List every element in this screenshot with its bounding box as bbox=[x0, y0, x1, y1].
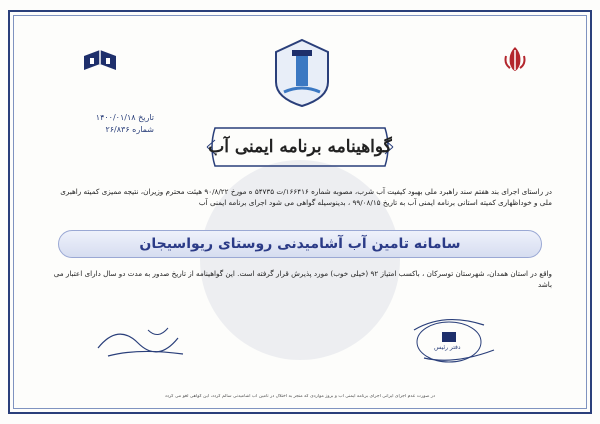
water-tower-emblem bbox=[272, 38, 332, 108]
date-value: ۱۴۰۰/۰۱/۱۸ bbox=[95, 113, 136, 122]
number-row bbox=[74, 124, 154, 136]
emblem-icon bbox=[500, 44, 530, 74]
date-label: تاریخ bbox=[138, 113, 154, 122]
banner-text: سامانه تامین آب آشامیدنی روستای ریواسیجان bbox=[139, 236, 461, 252]
signature-left bbox=[88, 318, 198, 368]
date-row bbox=[74, 112, 154, 124]
certificate-title: گواهینامه برنامه ایمنی آب bbox=[208, 137, 392, 157]
paragraph-2: واقع در استان همدان، شهرستان توسرکان ، باکسب امتیاز ۹۲ (خیلی خوب) مورد پذیرش قرار گرفته است. این گواهینامه از تاریخ صدور به مدت دو سال دارای اعتبار می باشد bbox=[53, 269, 552, 289]
signature-right bbox=[394, 310, 514, 370]
paragraph-1: در راستای اجرای بند هفتم سند راهبرد ملی بهبود کیفیت آب شرب، مصوبه شماره ۱۶۶۴۱۶/ت ۵۴۷۳۵ ه مورخ ۹۰/۸/۲۲ هیئت محترم وزیران، نتیجه ممیزی کمیته راهبری ملی و خوداظهاری کمیته استانی برنامه ایمنی آب به تاریخ ۹۹/۰۸/۱۵ ، بدینوسیله گواهی می شود اجرای برنامه ایمنی آب bbox=[60, 187, 552, 207]
iran-emblem bbox=[470, 44, 560, 94]
ministry-health-logo bbox=[60, 48, 140, 98]
footer-note: در صورت عدم اجرای ایرانی اجرای برنامه ایمنی آب و بروز مواردی که منجر به اختلال در تامین آب آشامیدنی سالم گردد، این گواهی لغو می گردد bbox=[164, 394, 436, 399]
stamp-text: دفتر رئیس bbox=[434, 344, 461, 351]
date-number-block bbox=[74, 112, 154, 136]
signature-left-icon bbox=[88, 318, 198, 368]
water-tower-icon bbox=[272, 38, 332, 108]
number-value: ۲۶/۸۳۶ bbox=[105, 125, 130, 134]
system-banner bbox=[58, 230, 542, 258]
book-icon bbox=[80, 48, 120, 74]
stamp-signature-icon bbox=[394, 310, 514, 370]
number-label: شماره bbox=[132, 125, 154, 134]
title-frame bbox=[205, 124, 395, 170]
